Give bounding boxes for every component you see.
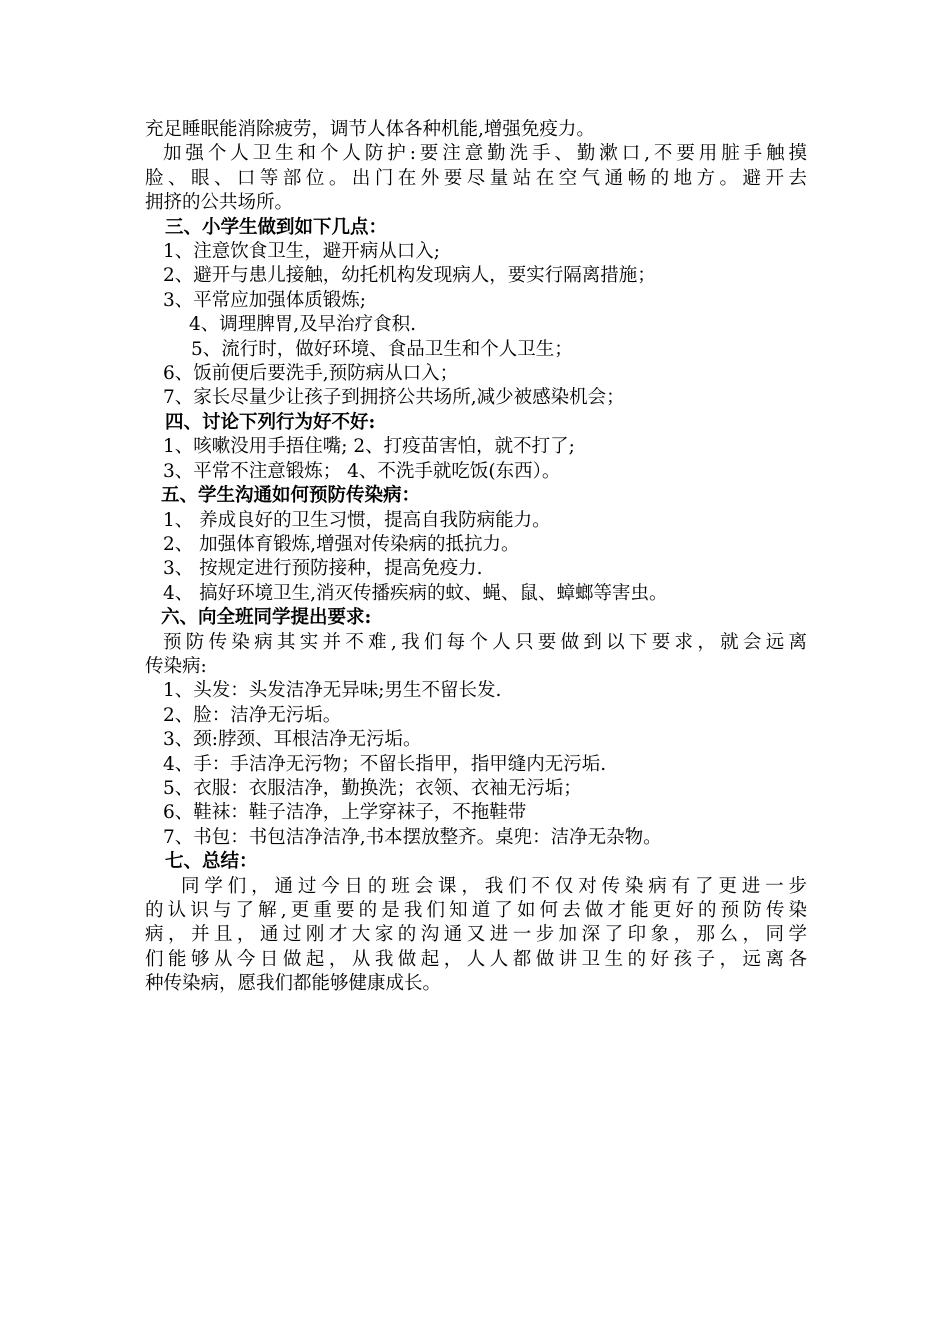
section-4-heading: 四、讨论下列行为好不好:: [165, 411, 376, 433]
list-item: 4、调理脾胃,及早治疗食积.: [189, 314, 417, 336]
section-7-para-line: 病，并且，通过刚才大家的沟通又进一步加深了印象，那么，同学: [145, 924, 807, 946]
list-item: 3、平常不注意锻炼； 4、不洗手就吃饭(东西）。: [163, 460, 561, 482]
intro-para-line: 加强个人卫生和个人防护:要注意勤洗手、勤漱口,不要用脏手触摸: [163, 143, 807, 165]
list-item: 3、平常应加强体质锻炼;: [163, 289, 367, 311]
list-item: 3、 按规定进行预防接种，提高免疫力.: [163, 558, 483, 580]
intro-line-1: 充足睡眠能消除疲劳，调节人体各种机能,增强免疫力。: [145, 119, 595, 140]
list-item: 2、 加强体育锻炼,增强对传染病的抵抗力。: [163, 533, 520, 555]
list-item: 2、避开与患儿接触，幼托机构发现病人，要实行隔离措施；: [163, 265, 656, 287]
section-7-para-line: 的认识与了解,更重要的是我们知道了如何去做才能更好的预防传染: [145, 900, 807, 921]
list-item: 2、脸：洁净无污垢。: [163, 704, 342, 726]
intro-para-line: 拥挤的公共场所。: [145, 192, 294, 214]
section-6-heading: 六、向全班同学提出要求:: [161, 607, 372, 629]
list-item: 5、流行时，做好环境、食品卫生和个人卫生；: [191, 338, 573, 360]
document-body: [145, 118, 807, 997]
list-item: 1、头发：头发洁净无异味;男生不留长发.: [163, 680, 502, 702]
section-6-para-line: 传染病:: [145, 655, 207, 677]
section-3-heading: 三、小学生做到如下几点：: [165, 216, 388, 238]
section-7-para-line: 同学们，通过今日的班会课，我们不仅对传染病有了更进一步: [181, 875, 807, 897]
list-item: 1、 养成良好的卫生习惯，提高自我防病能力。: [163, 509, 551, 531]
section-7-para-line: 种传染病，愿我们都能够健康成长。: [145, 973, 442, 995]
list-item: 3、颈:脖颈、耳根洁净无污垢。: [163, 729, 422, 751]
list-item: 1、咳嗽没用手捂住嘴; 2、打疫苗害怕，就不打了;: [163, 436, 575, 458]
list-item: 6、饭前便后要洗手,预防病从口入；: [163, 363, 459, 385]
section-7-heading: 七、总结：: [165, 851, 258, 873]
section-5-heading: 五、学生沟通如何预防传染病：: [161, 485, 421, 507]
list-item: 6、鞋袜：鞋子洁净，上学穿袜子，不拖鞋带: [163, 802, 527, 824]
list-item: 4、 搞好环境卫生,消灭传播疾病的蚊、蝇、鼠、蟑螂等害虫。: [163, 582, 668, 604]
list-item: 7、家长尽量少让孩子到拥挤公共场所,减少被感染机会；: [163, 387, 625, 409]
section-7-para-line: 们能够从今日做起，从我做起，人人都做讲卫生的好孩子，远离各: [145, 948, 807, 970]
list-item: 5、衣服：衣服洁净，勤换洗；衣领、衣袖无污垢；: [163, 777, 582, 799]
list-item: 1、注意饮食卫生，避开病从口入;: [163, 241, 441, 263]
section-6-para-line: 预防传染病其实并不难,我们每个人只要做到以下要求，就会远离: [163, 631, 807, 653]
intro-para-line: 脸、眼、口等部位。出门在外要尽量站在空气通畅的地方。避开去: [145, 167, 807, 189]
list-item: 7、书包：书包洁净洁净,书本摆放整齐。桌兜：洁净无杂物。: [163, 826, 662, 848]
list-item: 4、手：手洁净无污物；不留长指甲，指甲缝内无污垢.: [163, 753, 607, 775]
